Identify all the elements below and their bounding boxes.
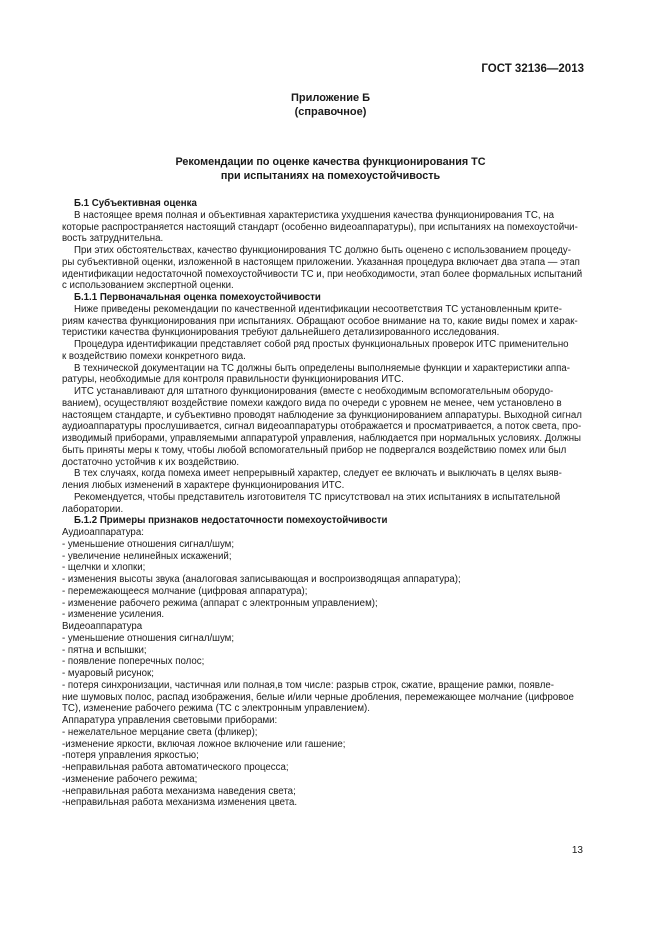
document-body <box>62 198 584 809</box>
section-title <box>0 156 661 183</box>
section-title-line-1: Рекомендации по оценке качества функционирования ТС <box>175 156 486 168</box>
text-line: Ниже приведены рекомендации по качественной идентификации несоответствия ТС установленным крите- <box>74 303 562 315</box>
annex-subtitle: (справочное) <box>294 105 367 118</box>
text-line: идентификации недостаточной помехоустойчивости ТС и, при необходимости, этап более формальных испытаний <box>62 268 583 280</box>
list-item: - появление поперечных полос; <box>62 656 205 668</box>
list-item: - перемежающееся молчание (цифровая аппаратура); <box>62 585 308 597</box>
text-line: ления любых изменений в характере функционирования ИТС. <box>62 480 345 491</box>
text-line: аудиоаппаратуры прослушивается, сигнал видеоаппаратуры отображается и просматривается, а поток света, про- <box>62 421 582 433</box>
text-line: с использованием экспертной оценки. <box>62 280 234 292</box>
list-item: - пятна и вспышки; <box>62 644 147 656</box>
text-line: Процедура идентификации представляет собой ряд простых функциональных проверок ИТС применительно <box>74 339 569 350</box>
section-heading: Б.1.1 Первоначальная оценка помехоустойчивости <box>74 292 321 303</box>
text-line: В технической документации на ТС должны быть определены выполняемые функции и характеристики аппа- <box>74 362 570 374</box>
list-item: Аппаратура управления световыми приборами: <box>62 715 278 726</box>
list-item: -потеря управления яркостью; <box>62 750 199 762</box>
list-item: Видеоаппаратура <box>62 621 143 632</box>
list-item: Аудиоаппаратура: <box>62 527 144 538</box>
list-item: - уменьшение отношения сигнал/шум; <box>62 632 235 644</box>
text-line: достаточно устойчив к их воздействию. <box>62 456 240 468</box>
list-item: -неправильная работа механизма наведения света; <box>62 785 296 797</box>
section-heading: Б.1.2 Примеры признаков недостаточности помехоустойчивости <box>74 515 388 527</box>
list-item: - изменение усиления. <box>62 609 165 621</box>
text-line: настоящем стандарте, и субъективно проводят наблюдение за функционированием аппаратуры. Выходной сигнал <box>62 409 582 421</box>
text-line: к воздействию помехи конкретного вида. <box>62 350 246 362</box>
text-line: быть приняты меры к тому, чтобы любой вспомогательный прибор не подвергался воздействию помех или был <box>62 444 567 456</box>
list-item: -неправильная работа механизма изменения цвета. <box>62 797 298 809</box>
list-item: -изменение рабочего режима; <box>62 773 198 785</box>
section-title-line-2: при испытаниях на помехоустойчивость <box>220 169 441 182</box>
text-line: ние шумовых полос, распад изображения, белые и/или черные дробления, перемежающее молчание (цифровое <box>62 691 574 703</box>
annex-heading <box>0 92 661 119</box>
text-line: которые распространяется настоящий стандарт (особенно видеоаппаратуры), при испытаниях на помехоустойчи- <box>62 221 578 233</box>
list-item: - изменение рабочего режима (аппарат с электронным управлением); <box>62 597 378 609</box>
list-item: -неправильная работа автоматического процесса; <box>62 762 289 773</box>
document-code: ГОСТ 32136—2013 <box>481 63 584 75</box>
text-line: В тех случаях, когда помеха имеет непрерывный характер, следует ее включать и выключать в целях выяв- <box>74 468 562 480</box>
list-item: - нежелательное мерцание света (фликер); <box>62 726 258 738</box>
list-item: - изменения высоты звука (аналоговая записывающая и воспроизводящая аппаратура); <box>62 574 461 585</box>
page-number: 13 <box>571 845 583 856</box>
text-line: теристики качества функционирования требуют дальнейшего детализированного исследования. <box>62 327 500 339</box>
list-item: - потеря синхронизации, частичная или полная,в том числе: разрыв строк, сжатие, вращение рамки, появле- <box>62 679 554 691</box>
text-line: ИТС устанавливают для штатного функционирования (вместе с необходимым вспомогательным оборудо- <box>74 386 554 397</box>
text-line: В настоящее время полная и объективная характеристика ухудшения качества функционирования ТС, на <box>74 209 554 221</box>
list-item: - муаровый рисунок; <box>62 668 154 679</box>
text-line: Рекомендуется, чтобы представитель изготовителя ТС присутствовал на этих испытаниях в испытательной <box>74 491 561 503</box>
text-line: ратуры, необходимые для контроля правильности функционирования ИТС. <box>62 374 404 386</box>
list-item: -изменение яркости, включая ложное включение или гашение; <box>62 738 346 750</box>
text-line: вость затруднительна. <box>62 233 164 245</box>
text-line: ванием), осуществляют воздействие помехи каждого вида по очереди с уровнем не менее, чем установлено в <box>62 397 562 409</box>
text-line: изводимый приборами, управляемыми аппаратурой управления, наблюдается при нормальных условиях. Должны <box>62 433 582 444</box>
list-item: - увеличение нелинейных искажений; <box>62 550 232 562</box>
section-heading: Б.1 Субъективная оценка <box>74 198 197 209</box>
text-line: лаборатории. <box>62 503 124 515</box>
text-line: ТС), изменение рабочего режима (ТС с электронным управлением). <box>62 703 370 715</box>
list-item: - уменьшение отношения сигнал/шум; <box>62 538 235 550</box>
text-line: ры субъективной оценки, изложенной в настоящем приложении. Указанная процедура включает два этапа — этап <box>62 256 580 268</box>
annex-title: Приложение Б <box>290 92 371 104</box>
text-line: риям качества функционирования при испытаниях. Обращают особое внимание на то, какие виды помех и харак- <box>62 315 578 327</box>
list-item: - щелчки и хлопки; <box>62 562 146 574</box>
text-line: При этих обстоятельствах, качество функционирования ТС должно быть оценено с использованием процеду- <box>74 245 571 256</box>
